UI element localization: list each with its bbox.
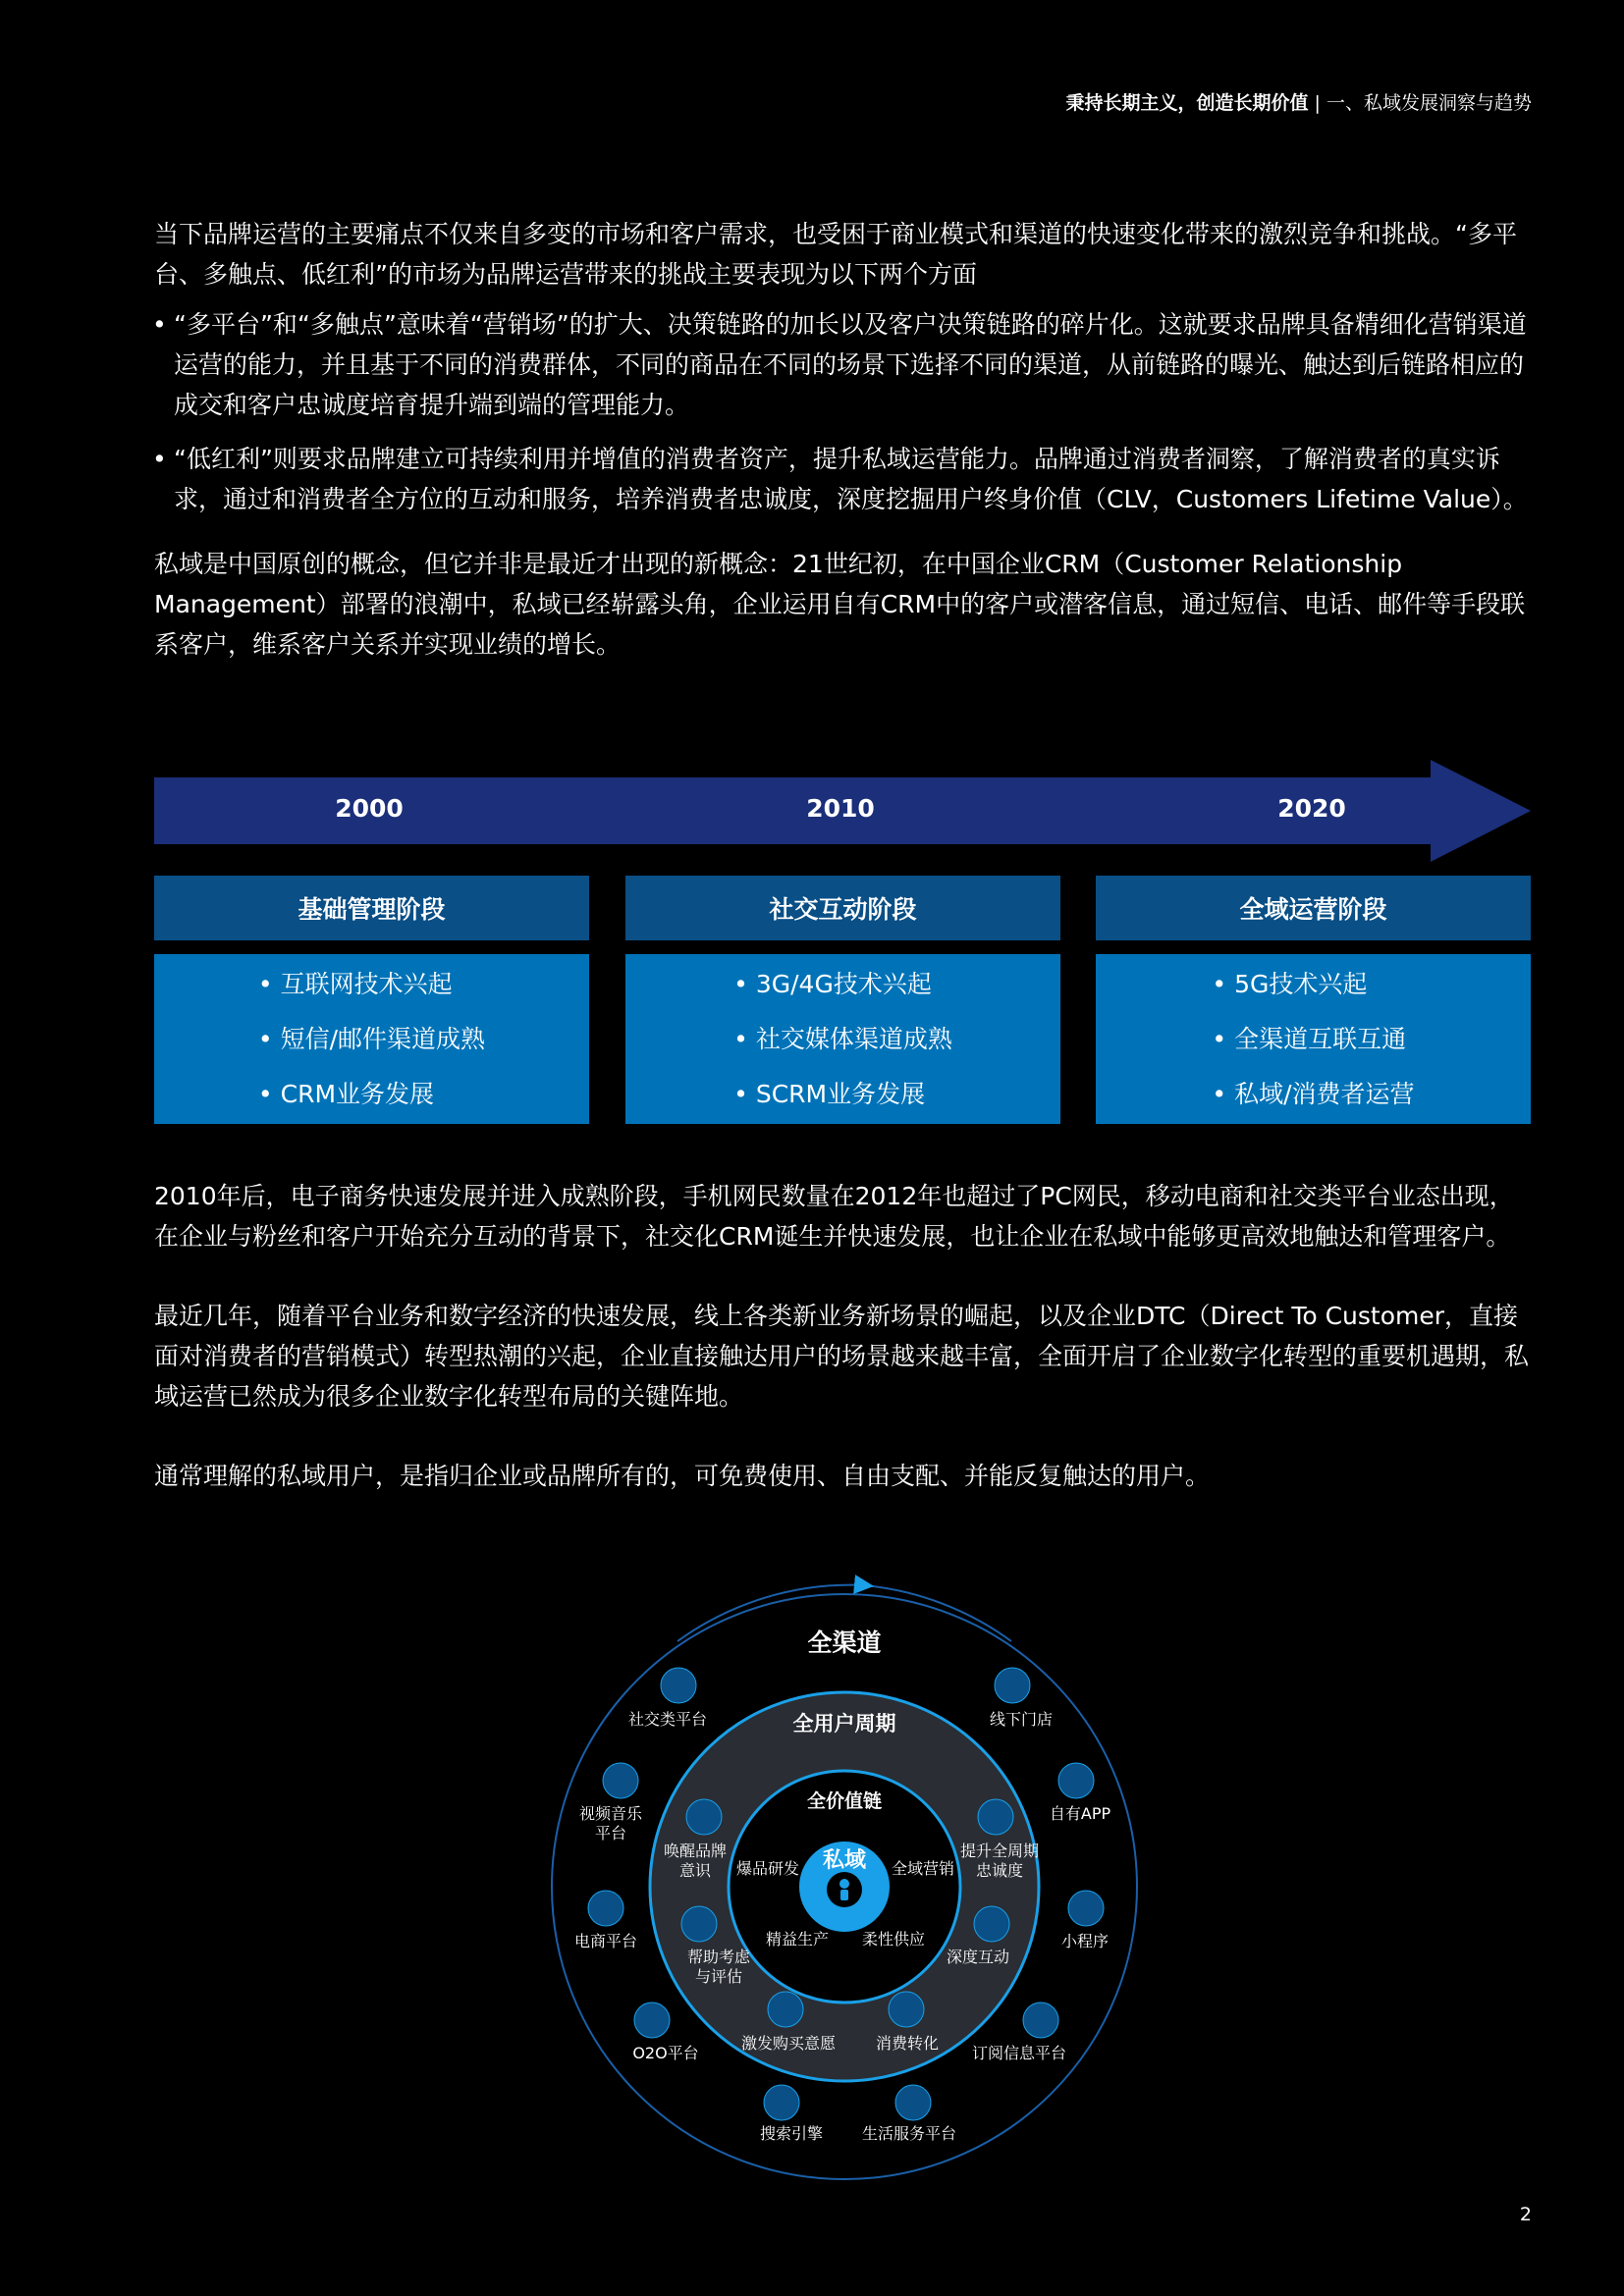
intro-section xyxy=(154,214,1531,665)
ring-title-value-chain: 全价值链 xyxy=(806,1790,883,1812)
lifecycle-conversion: 消费转化 xyxy=(875,2034,940,2053)
private-domain-history-paragraph: 私域是中国原创的概念，但它并非是最近才出现的新概念：21世纪初，在中国企业CRM（Customer Relationship Management）部署的浪潮中，私域已经崭露头角，企业运用自有CRM中的客户或潜客信息，通过短信、电话、邮件等手段联系客户，维系客户关系并实现业绩的增长。 xyxy=(154,550,1526,659)
stage-item: • 5G技术兴起 xyxy=(1212,957,1414,1012)
stage-item: • 全渠道互联互通 xyxy=(1212,1012,1414,1067)
year-label-2010: 2010 xyxy=(806,794,875,823)
channel-video-music: 视频音乐平台 xyxy=(578,1804,642,1842)
stage-item: • 短信/邮件渠道成熟 xyxy=(258,1012,485,1067)
running-header xyxy=(1065,88,1532,115)
lifecycle-purchase-intent: 激发购买意愿 xyxy=(740,2034,837,2053)
ecommerce-paragraph: 2010年后，电子商务快速发展并进入成熟阶段，手机网民数量在2012年也超过了PC网民，移动电商和社交类平台业态出现，在企业与粉丝和客户开始充分互动的背景下，社交化CRM诞生并快速发展，也让企业在私域中能够更高效地触达和管理客户。 xyxy=(154,1182,1514,1251)
channel-social: 社交类平台 xyxy=(627,1710,708,1729)
dtc-paragraph: 最近几年，随着平台业务和数字经济的快速发展，线上各类新业务新场景的崛起，以及企业DTC（Direct To Customer，直接面对消费者的营销模式）转型热潮的兴起，企业直接触达用户的场景越来越丰富，全面开启了企业数字化转型的重要机遇期，私域运营已然成为很多企业数字化转型布局的关键阵地。 xyxy=(154,1302,1530,1411)
channel-ecommerce: 电商平台 xyxy=(573,1932,638,1950)
page-number: 2 xyxy=(1519,2204,1532,2225)
stage-title: 社交互动阶段 xyxy=(625,876,1060,940)
stage-body xyxy=(1096,954,1531,1124)
channel-o2o: O2O平台 xyxy=(632,2044,699,2062)
stage-omni-operation xyxy=(1096,876,1531,1124)
center-label: 私域 xyxy=(822,1848,867,1873)
ring-title-user-lifecycle: 全用户周期 xyxy=(792,1712,896,1735)
stage-body xyxy=(154,954,589,1124)
channel-mini-program: 小程序 xyxy=(1060,1932,1110,1950)
year-label-2000: 2000 xyxy=(335,794,404,823)
body-section xyxy=(154,1176,1531,1496)
stage-social-interaction xyxy=(625,876,1060,1124)
stage-body xyxy=(625,954,1060,1124)
lifecycle-loyalty: 提升全周期忠诚度 xyxy=(959,1842,1039,1880)
intro-paragraph: 当下品牌运营的主要痛点不仅来自多变的市场和客户需求，也受困于商业模式和渠道的快速变化带来的激烈竞争和挑战。“多平台、多触点、低红利”的市场为品牌运营带来的挑战主要表现为以下两个方面 xyxy=(154,220,1517,289)
stage-item: • SCRM业务发展 xyxy=(733,1067,952,1122)
channel-offline-store: 线下门店 xyxy=(989,1710,1054,1729)
channel-life-service: 生活服务平台 xyxy=(861,2124,957,2143)
value-chain-lean-production: 精益生产 xyxy=(765,1930,830,1949)
diagram-rings xyxy=(550,1573,1139,2181)
value-chain-flexible-supply: 柔性供应 xyxy=(861,1930,926,1949)
value-chain-marketing: 全域营销 xyxy=(891,1859,955,1878)
stage-item: • 3G/4G技术兴起 xyxy=(733,957,952,1012)
stage-item: • CRM业务发展 xyxy=(258,1067,485,1122)
channel-own-app: 自有APP xyxy=(1049,1804,1111,1823)
header-section: 一、私域发展洞察与趋势 xyxy=(1326,92,1532,114)
value-chain-product-rd: 爆品研发 xyxy=(735,1859,800,1878)
private-domain-diagram xyxy=(550,1573,1139,2181)
stage-item: • 社交媒体渠道成熟 xyxy=(733,1012,952,1067)
stage-basic-management xyxy=(154,876,589,1124)
stage-title: 全域运营阶段 xyxy=(1096,876,1531,940)
channel-subscription: 订阅信息平台 xyxy=(971,2044,1067,2062)
year-label-2020: 2020 xyxy=(1277,794,1346,823)
ring-title-omni-channel: 全渠道 xyxy=(807,1629,882,1657)
development-timeline xyxy=(154,758,1531,1131)
lifecycle-awareness: 唤醒品牌意识 xyxy=(663,1842,727,1880)
challenge-list xyxy=(154,304,1531,519)
header-separator: | xyxy=(1308,92,1326,114)
challenge-item-multi-platform: • “多平台”和“多触点”意味着“营销场”的扩大、决策链路的加长以及客户决策链路的碎片化。这就要求品牌具备精细化营销渠道运营的能力，并且基于不同的消费群体，不同的商品在不同的场景下选择不同的渠道，从前链路的曝光、触达到后链路相应的成交和客户忠诚度培育提升端到端的管理能力。 xyxy=(154,304,1531,425)
stage-title: 基础管理阶段 xyxy=(154,876,589,940)
header-title: 秉持长期主义，创造长期价值 xyxy=(1065,92,1309,114)
stage-item: • 互联网技术兴起 xyxy=(258,957,485,1012)
stage-item: • 私域/消费者运营 xyxy=(1212,1067,1414,1122)
lifecycle-interaction: 深度互动 xyxy=(946,1948,1010,1966)
lifecycle-evaluation: 帮助考虑与评估 xyxy=(686,1948,750,1986)
channel-search-engine: 搜索引擎 xyxy=(759,2124,824,2143)
private-user-definition: 通常理解的私域用户，是指归企业或品牌所有的，可免费使用、自由支配、并能反复触达的用户。 xyxy=(154,1462,1211,1490)
challenge-item-low-dividend: • “低红利”则要求品牌建立可持续利用并增值的消费者资产，提升私域运营能力。品牌通过消费者洞察，了解消费者的真实诉求，通过和消费者全方位的互动和服务，培养消费者忠诚度，深度挖掘用户终身价值（CLV，Customers Lifetime Value）。 xyxy=(154,439,1531,519)
